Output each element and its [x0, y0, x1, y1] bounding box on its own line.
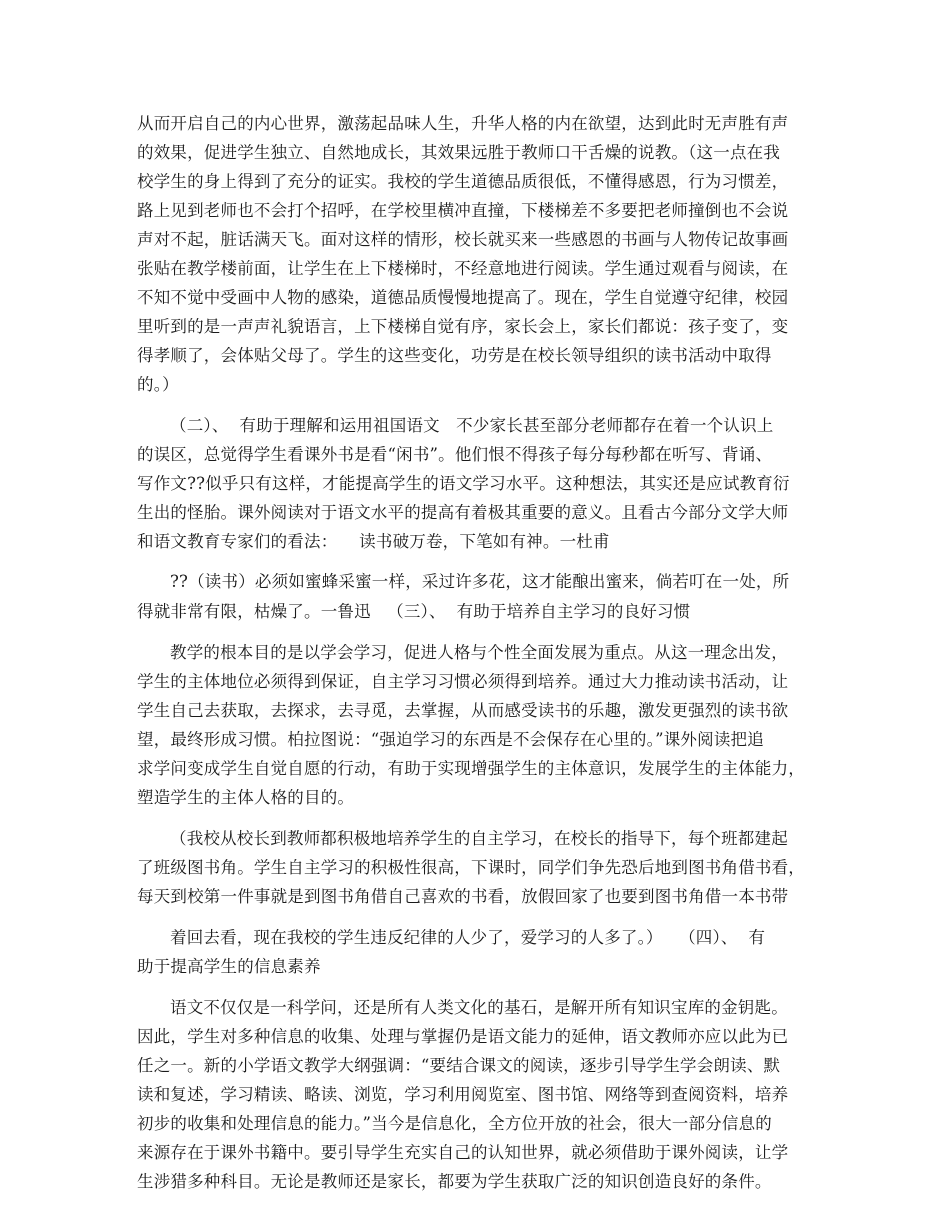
text-line: 望，最终形成习惯。柏拉图说：“强迫学习的东西是不会保存在心里的。”课外阅读把追: [137, 730, 764, 749]
text-line: 写作文??似乎只有这样，才能提高学生的语文学习水平。这种想法，其实还是应试教育衍: [137, 474, 790, 493]
text-line: 校学生的身上得到了充分的证实。我校的学生道德品质很低，不懂得感恩，行为习惯差，: [137, 172, 789, 191]
text-line: 求学问变成学生自觉自愿的行动，有助于实现增强学生的主体意识，发展学生的主体能力，: [137, 759, 805, 778]
text-line: 里听到的是一声声礼貌语言，上下楼梯自觉有序，家长会上，家长们都说：孩子变了，变: [137, 317, 789, 336]
text-line: 学生自己去获取，去探求，去寻觅，去掌握，从而感受读书的乐趣，激发更强烈的读书欲: [137, 701, 789, 720]
text-line: 不知不觉中受画中人物的感染，道德品质慢慢地提高了。现在，学生自觉遵守纪律，校园: [137, 288, 789, 307]
text-line: 路上见到老师也不会打个招呼，在学校里横冲直撞，下楼梯差不多要把老师撞倒也不会说: [137, 201, 789, 220]
text-line: 生出的怪胎。课外阅读对于语文水平的提高有着极其重要的意义。且看古今部分文学大师: [137, 503, 789, 522]
text-line: 的效果，促进学生独立、自然地成长，其效果远胜于教师口干舌燥的说教。（这一点在我: [137, 143, 781, 162]
text-line: 塑造学生的主体人格的目的。: [137, 788, 355, 807]
text-line: 教学的根本目的是以学会学习，促进人格与个性全面发展为重点。从这一理念出发，: [170, 643, 788, 662]
text-line: 了班级图书角。学生自主学习的积极性很高，下课时，同学们争先恐后地到图书角借书看，: [137, 858, 805, 877]
text-line: 初步的收集和处理信息的能力。”当今是信息化，全方位开放的社会，很大一部分信息的: [137, 1114, 772, 1133]
text-line: 语文不仅仅是一科学问，还是所有人类文化的基石，是解开所有知识宝库的金钥匙。: [170, 998, 788, 1017]
text-line: 声对不起，脏话满天飞。面对这样的情形，校长就买来一些感恩的书画与人物传记故事画: [137, 230, 789, 249]
text-line: 任之一。新的小学语文教学大纲强调：“要结合课文的阅读，逐步引导学生学会朗读、默: [137, 1056, 781, 1075]
text-line: 的。）: [137, 375, 179, 394]
text-line: 得孝顺了，会体贴父母了。学生的这些变化，功劳是在校长领导组织的读书活动中取得: [137, 346, 772, 365]
text-line: 和语文教育专家们的看法： 读书破万卷，下笔如有神。一杜甫: [137, 532, 610, 551]
text-line: 得就非常有限，枯燥了。一鲁迅 （三）、 有助于培养自主学习的良好习惯: [137, 602, 691, 621]
text-line: 因此，学生对多种信息的收集、处理与掌握仍是语文能力的延伸，语文教师亦应以此为已: [137, 1027, 789, 1046]
text-line: 每天到校第一件事就是到图书角借自己喜欢的书看，放假回家了也要到图书角借一本书带: [137, 887, 789, 906]
text-line: （我校从校长到教师都积极地培养学生的自主学习，在校长的指导下，每个班都建起: [170, 829, 788, 848]
text-line: 从而开启自己的内心世界，激荡起品味人生，升华人格的内在欲望，达到此时无声胜有声: [137, 114, 789, 133]
text-line: 读和复述，学习精读、略读、浏览，学习利用阅览室、图书馆、网络等到查阅资料，培养: [137, 1085, 789, 1104]
text-line: 学生的主体地位必须得到保证，自主学习习惯必须得到培养。通过大力推动读书活动，让: [137, 672, 789, 691]
text-line: 助于提高学生的信息素养: [137, 957, 321, 976]
text-line: ??（读书）必须如蜜蜂采蜜一样，采过许多花，这才能酿出蜜来，倘若叮在一处，所: [170, 572, 790, 591]
text-line: 的误区，总觉得学生看课外书是看“闲书”。他们恨不得孩子每分每秒都在听写、背诵、: [137, 445, 773, 464]
text-line: （二）、 有助于理解和运用祖国语文 不少家长甚至部分老师都存在着一个认识上: [170, 416, 774, 435]
text-line: 生涉猎多种科目。无论是教师还是家长，都要为学生获取广泛的知识创造良好的条件。: [137, 1172, 772, 1191]
text-line: 来源存在于课外书籍中。要引导学生充实自己的认知世界，就必须借助于课外阅读，让学: [137, 1143, 789, 1162]
text-line: 着回去看，现在我校的学生违反纪律的人少了，爱学习的人多了。） （四）、 有: [170, 928, 766, 947]
text-line: 张贴在教学楼前面，让学生在上下楼梯时，不经意地进行阅读。学生通过观看与阅读，在: [137, 259, 789, 278]
